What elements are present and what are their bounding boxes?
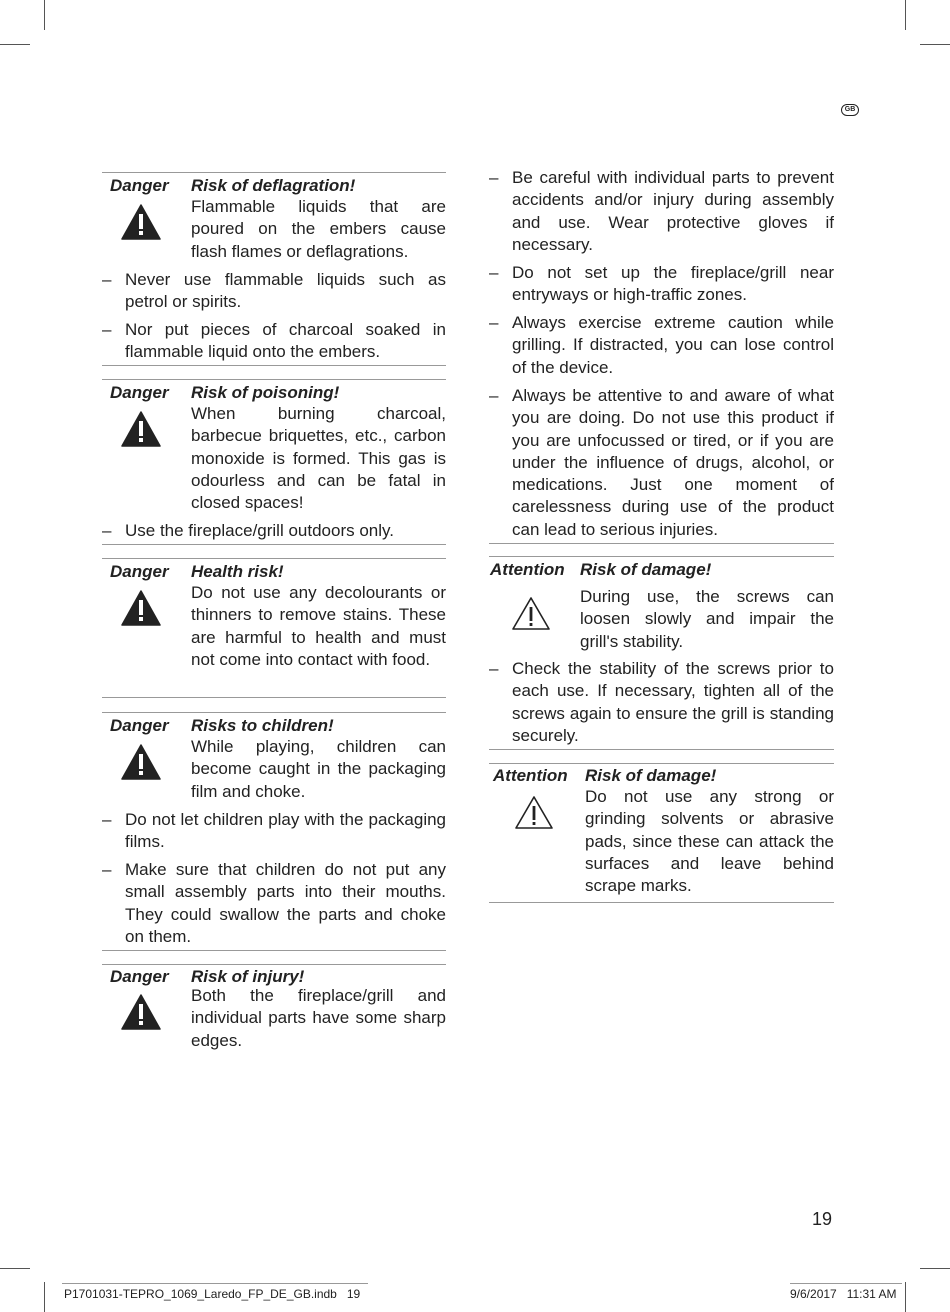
warning-label: Danger: [110, 967, 169, 986]
crop-mark: [905, 1282, 906, 1312]
section-rule: [489, 543, 834, 544]
bullet-text: Do not set up the fireplace/grill near entryways or high-traffic zones.: [512, 263, 834, 305]
warning-label: Danger: [110, 562, 169, 581]
section-rule: [489, 763, 834, 764]
section-rule: [102, 950, 446, 951]
list-item: [102, 520, 446, 542]
crop-mark: [44, 1282, 45, 1312]
warning-title: Health risk!: [191, 562, 284, 581]
list-item: [489, 312, 834, 379]
bullet-dash: –: [489, 168, 499, 187]
warning-text: Flammable liquids that are poured on the embers cause flash flames or deflagrations.: [191, 197, 446, 261]
bullet-text: Always be attentive to and aware of what you are doing. Do not use this product if you are unfocussed or tired, or if you are under the influence of drugs, alcohol, or medications. Just one moment of carelessness during use of the product can lead to serious injuries.: [512, 386, 834, 539]
crop-mark: [905, 0, 906, 30]
warning-text: While playing, children can become caught in the packaging film and choke.: [191, 737, 446, 801]
page-number: 19: [812, 1209, 833, 1229]
crop-mark: [44, 0, 45, 30]
warning-label: Danger: [110, 176, 169, 195]
bullet-text: Make sure that children do not put any small assembly parts into their mouths. They could swallow the parts and choke on them.: [125, 860, 446, 946]
warning-label: Danger: [110, 716, 169, 735]
warning-text: Both the fireplace/grill and individual parts have some sharp edges.: [191, 986, 446, 1050]
warning-text: Do not use any decolourants or thinners to remove stains. These are harmful to health and must not come into contact with food.: [191, 583, 446, 669]
footer-rule: [790, 1283, 902, 1284]
list-item: [489, 385, 834, 541]
section-rule: [102, 365, 446, 366]
warning-filled-icon: [121, 204, 161, 240]
crop-mark: [0, 44, 30, 45]
bullet-text: Do not let children play with the packaging films.: [125, 810, 446, 852]
bullet-dash: –: [489, 263, 499, 282]
bullet-dash: –: [489, 386, 499, 405]
warning-outline-icon: [514, 795, 554, 830]
bullet-text: Be careful with individual parts to prevent accidents and/or injury during assembly and use. Wear protective gloves if necessary.: [512, 168, 834, 254]
crop-mark: [920, 44, 950, 45]
warning-title: Risk of deflagration!: [191, 176, 356, 195]
section-rule: [102, 558, 446, 559]
warning-filled-icon: [121, 744, 161, 780]
warning-outline-icon: [511, 596, 551, 631]
section-rule: [102, 379, 446, 380]
warning-title: Risks to children!: [191, 716, 334, 735]
bullet-text: Always exercise extreme caution while grilling. If distracted, you can lose control of the device.: [512, 313, 834, 377]
language-badge: GB: [841, 104, 859, 116]
warning-title: Risk of poisoning!: [191, 383, 340, 402]
bullet-dash: –: [102, 521, 112, 540]
section-rule: [102, 964, 446, 965]
bullet-text: Nor put pieces of charcoal soaked in flammable liquid onto the embers.: [125, 320, 446, 362]
warning-label: Attention: [490, 560, 565, 579]
footer-file: P1701031-TEPRO_1069_Laredo_FP_DE_GB.indb 19: [64, 1287, 361, 1301]
warning-filled-icon: [121, 994, 161, 1030]
bullet-dash: –: [489, 659, 499, 678]
bullet-text: Never use flammable liquids such as petrol or spirits.: [125, 270, 446, 312]
section-rule: [102, 544, 446, 545]
warning-title: Risk of damage!: [580, 560, 712, 579]
warning-filled-icon: [121, 590, 161, 626]
bullet-dash: –: [102, 270, 112, 289]
section-rule: [489, 556, 834, 557]
bullet-text: Check the stability of the screws prior to each use. If necessary, tighten all of the screws again to ensure the grill is standing securely.: [512, 659, 834, 745]
crop-mark: [920, 1268, 950, 1269]
warning-filled-icon: [121, 411, 161, 447]
list-item: [102, 319, 446, 364]
bullet-text: Use the fireplace/grill outdoors only.: [125, 521, 394, 540]
warning-label: Attention: [493, 766, 568, 785]
section-rule: [102, 697, 446, 698]
bullet-dash: –: [102, 320, 112, 339]
section-rule: [102, 712, 446, 713]
bullet-dash: –: [489, 313, 499, 332]
footer-rule: [62, 1283, 368, 1284]
bullet-dash: –: [102, 860, 112, 879]
list-item: [489, 658, 834, 747]
warning-text: During use, the screws can loosen slowly and impair the grill's stability.: [580, 587, 834, 651]
list-item: [489, 167, 834, 256]
warning-label: Danger: [110, 383, 169, 402]
warning-text: Do not use any strong or grinding solvents or abrasive pads, since these can attack the surfaces and leave behind scrape marks.: [585, 787, 834, 896]
bullet-dash: –: [102, 810, 112, 829]
list-item: [102, 269, 446, 314]
warning-title: Risk of injury!: [191, 967, 305, 986]
footer-date: 9/6/2017 11:31 AM: [790, 1287, 897, 1301]
list-item: [489, 262, 834, 307]
warning-title: Risk of damage!: [585, 766, 717, 785]
list-item: [102, 809, 446, 854]
section-rule: [489, 749, 834, 750]
crop-mark: [0, 1268, 30, 1269]
warning-text: When burning charcoal, barbecue briquettes, etc., carbon monoxide is formed. This gas is odourless and can be fatal in closed spaces!: [191, 404, 446, 513]
section-rule: [102, 172, 446, 173]
section-rule: [489, 902, 834, 903]
list-item: [102, 859, 446, 948]
